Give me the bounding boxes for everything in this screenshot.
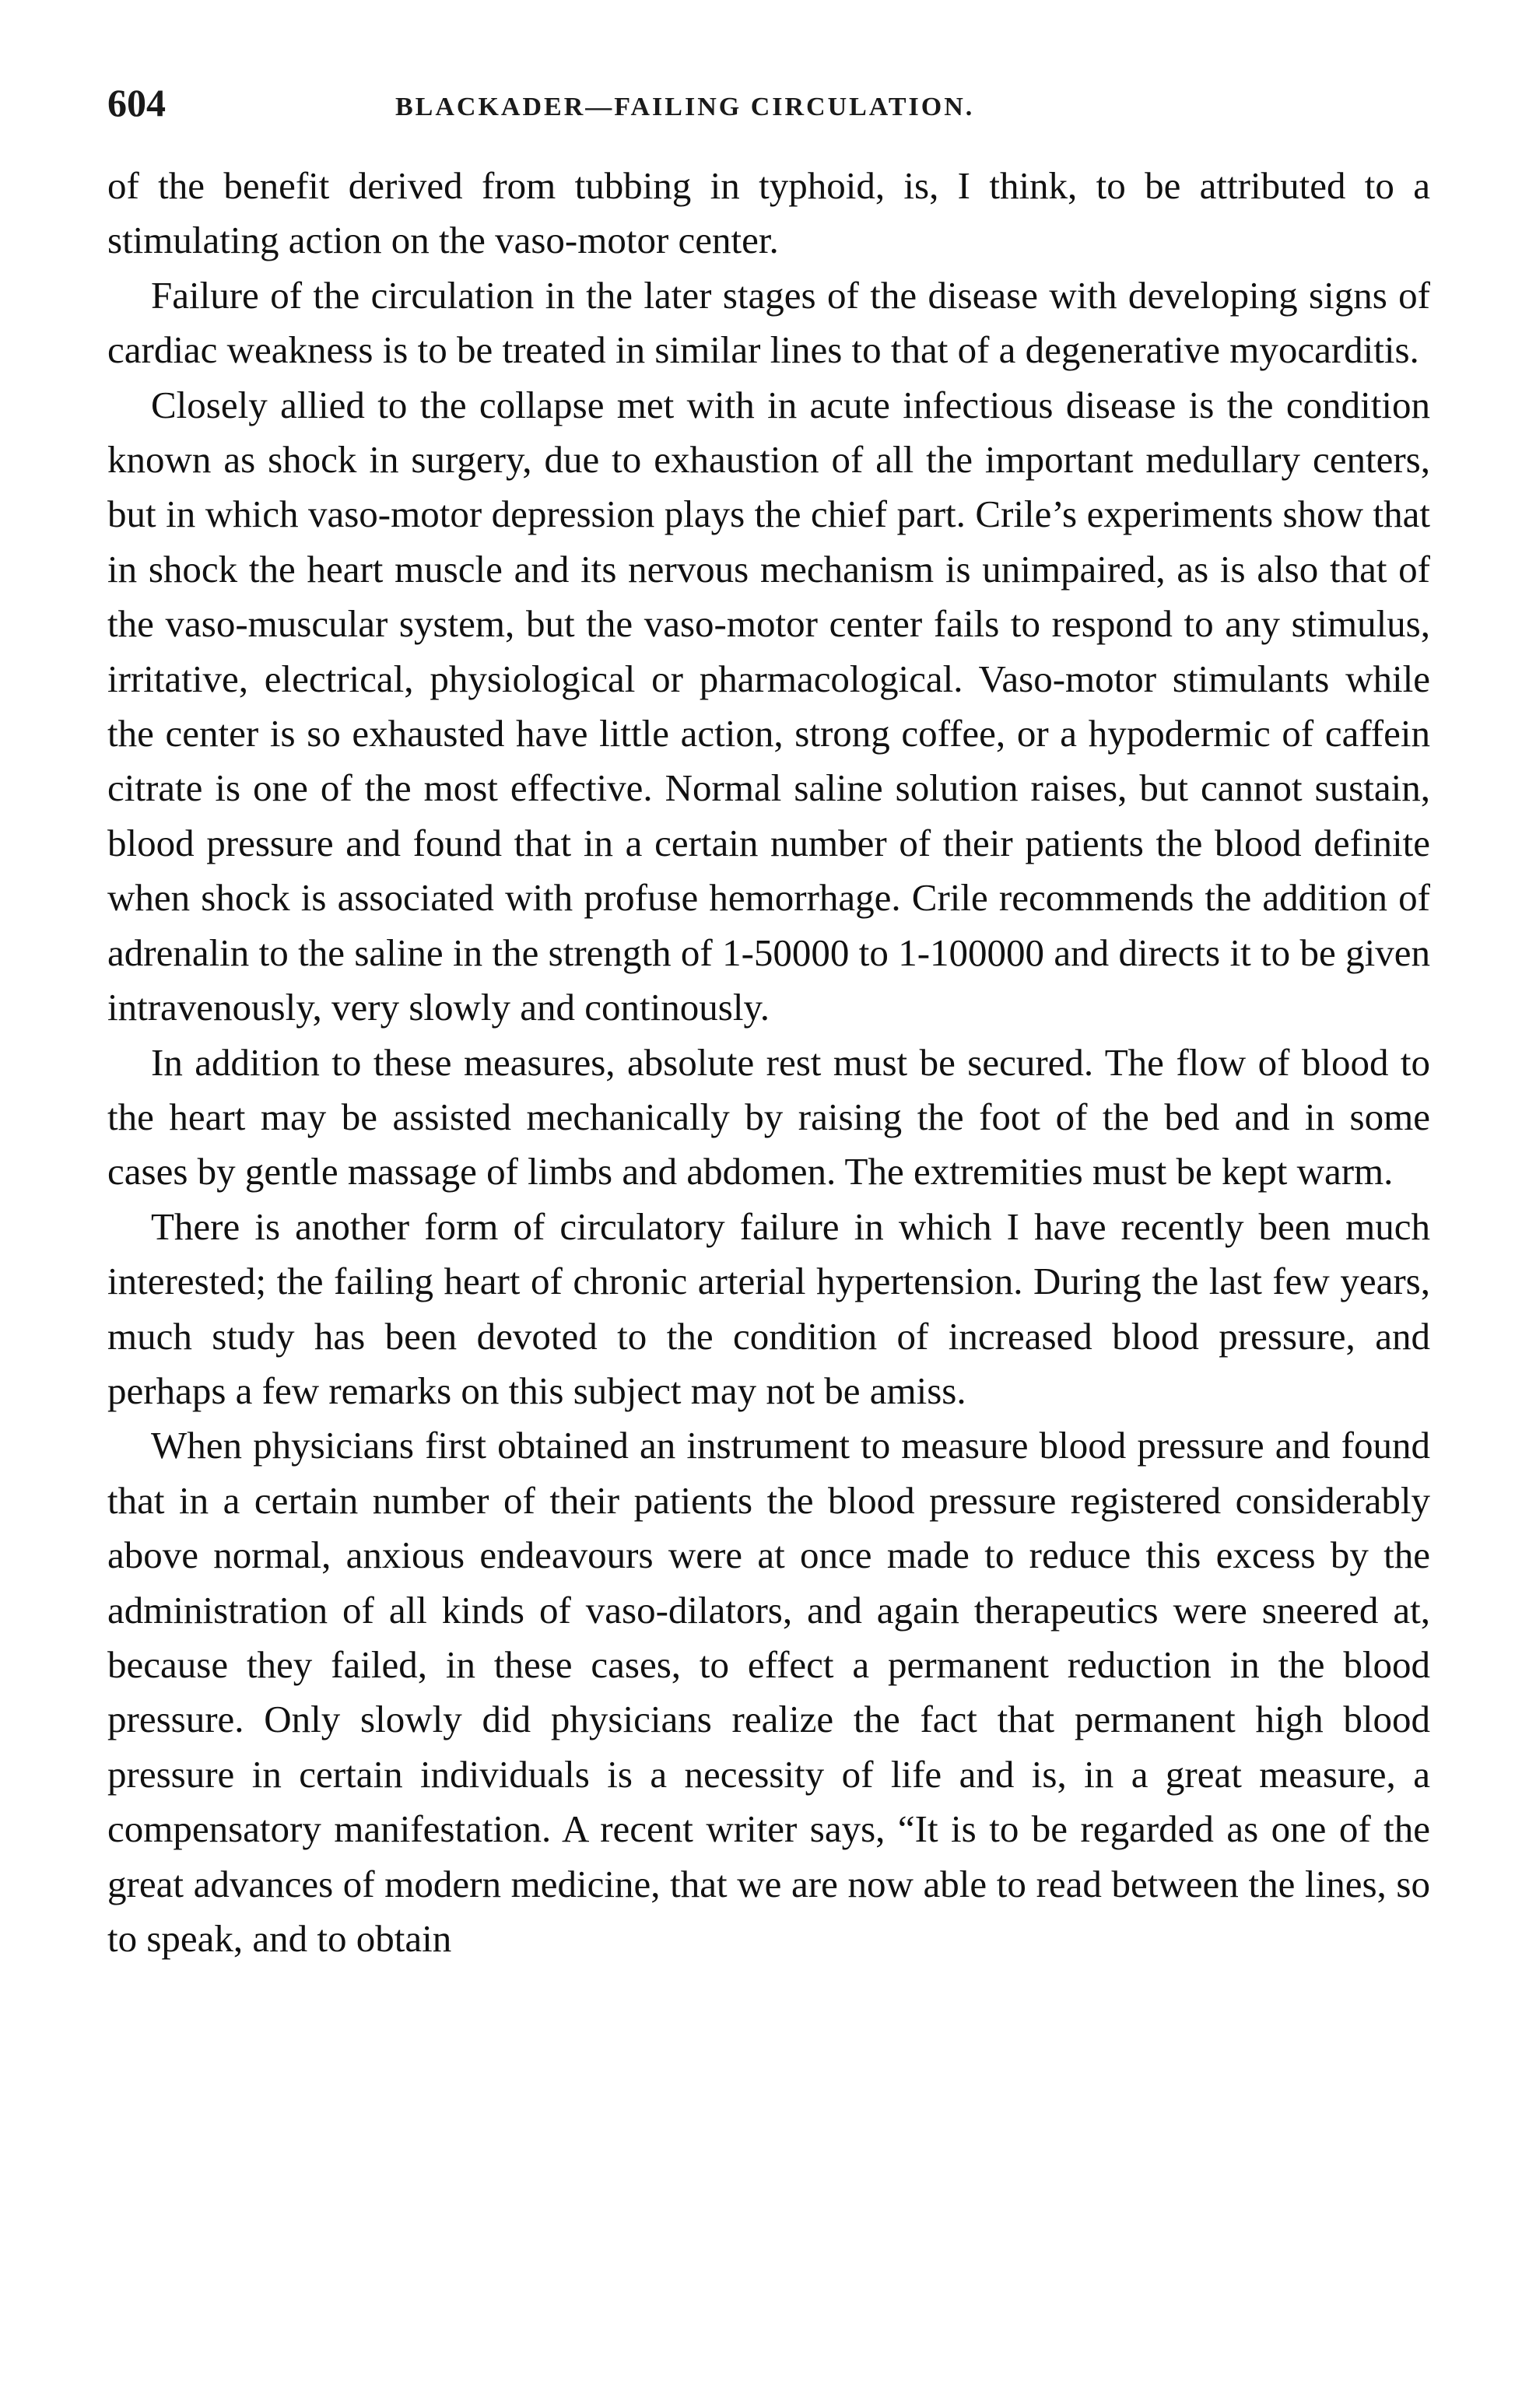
- body-text: [107, 159, 1430, 1966]
- paragraph-hypertension: There is another form of circulatory failure in which I have recently been much interested; the failing heart of chronic arterial hypertension. During the last few years, much study has been devoted to the condition of increased blood pressure, and perhaps a few remarks on this subject may not be amiss.: [107, 1204, 1430, 1412]
- page-header: [107, 72, 1430, 134]
- paragraph-measures: In addition to these measures, absolute rest must be secured. The flow of blood to the heart may be assisted mechanically by raising the foot of the bed and in some cases by gentle massage of limbs and abdomen. The extremities must be kept warm.: [107, 1040, 1430, 1193]
- page-number: 604: [107, 81, 166, 124]
- paragraph-blood-pressure: When physicians first obtained an instrument to measure blood pressure and found that in a certain number of their patients the blood pressure registered considerably above normal, anxious endeavours were at once made to reduce this excess by the administration of all kinds of vaso-dilators, and again therapeutics were sneered at, because they failed, in these cases, to effect a permanent reduction in the blood pressure. Only slowly did physicians realize the fact that permanent high blood pressure in certain individuals is a necessity of life and is, in a great measure, a compensatory manifestation. A recent writer says, “It is to be regarded as one of the great advances of modern medicine, that we are now able to read between the lines, so to speak, and to obtain: [107, 1424, 1430, 1960]
- paragraph-shock: Closely allied to the collapse met with in acute infectious disease is the condition known as shock in surgery, due to exhaustion of all the important medullary centers, but in which vaso-motor depression plays the chief part. Crile’s experiments show that in shock the heart muscle and its nervous mechanism is unimpaired, as is also that of the vaso-muscular system, but the vaso-motor center fails to respond to any stimulus, irritative, electrical, physiological or pharmacological. Vaso-motor stimulants while the center is so exhausted have little action, strong coffee, or a hypodermic of caffein citrate is one of the most effective. Normal saline solution raises, but cannot sustain, blood pressure and found that in a certain number of their patients the blood definite when shock is associated with profuse hemorrhage. Crile recommends the addition of adrenalin to the saline in the strength of 1-50000 to 1-100000 and directs it to be given intravenously, very slowly and continously.: [107, 383, 1430, 1029]
- running-head: BLACKADER—FAILING CIRCULATION.: [395, 93, 975, 121]
- paragraph-circulation-failure: Failure of the circulation in the later stages of the disease with developing signs of cardiac weakness is to be treated in similar lines to that of a degenerative myocarditis.: [107, 273, 1430, 372]
- paragraph-continued: of the benefit derived from tubbing in typhoid, is, I think, to be attributed to a stimulating action on the vaso-motor center.: [107, 164, 1430, 262]
